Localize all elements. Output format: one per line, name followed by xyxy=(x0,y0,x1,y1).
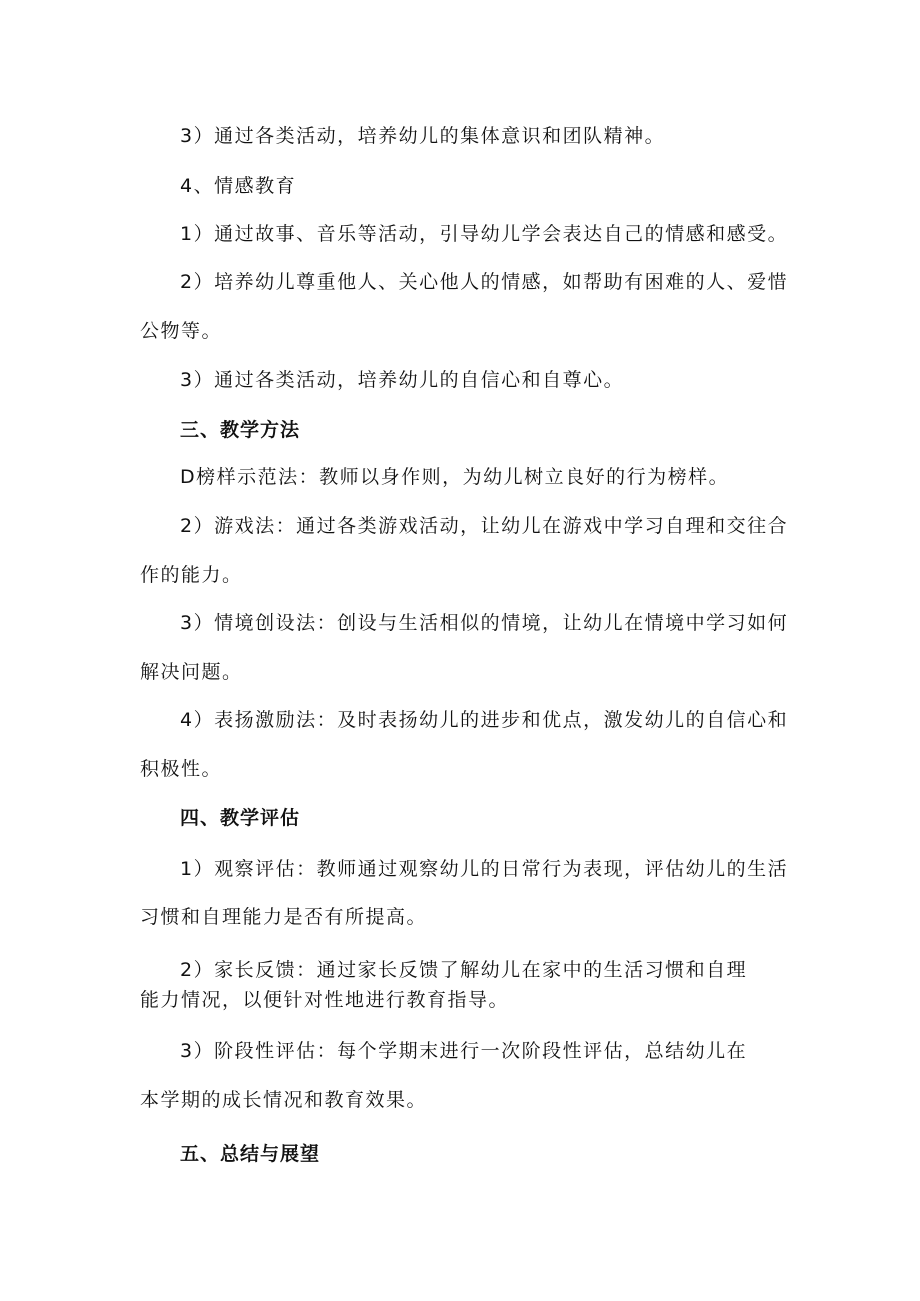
paragraph-line: 2）游戏法：通过各类游戏活动，让幼儿在游戏中学习自理和交往合 xyxy=(180,515,789,537)
paragraph-line: 2）培养幼儿尊重他人、关心他人的情感，如帮助有困难的人、爱惜 xyxy=(180,271,789,293)
paragraph-line: 解决问题。 xyxy=(140,661,243,683)
paragraph-line: 习惯和自理能力是否有所提高。 xyxy=(140,906,428,928)
section-heading: 四、教学评估 xyxy=(180,807,301,829)
paragraph-line: 积极性。 xyxy=(140,758,223,780)
paragraph-line: 作的能力。 xyxy=(140,564,243,586)
paragraph-line: 1）观察评估：教师通过观察幼儿的日常行为表现，评估幼儿的生活 xyxy=(180,858,789,880)
paragraph-line: 1）通过故事、音乐等活动，引导幼儿学会表达自己的情感和感受。 xyxy=(180,223,789,245)
subsection-heading: 4、情感教育 xyxy=(180,175,297,197)
paragraph-line: 3）通过各类活动，培养幼儿的自信心和自尊心。 xyxy=(180,369,625,391)
paragraph-line: 3）通过各类活动，培养幼儿的集体意识和团队精神。 xyxy=(180,125,666,147)
paragraph-line: D榜样示范法：教师以身作则，为幼儿树立良好的行为榜样。 xyxy=(180,466,730,488)
paragraph-line: 本学期的成长情况和教育效果。 xyxy=(140,1089,428,1111)
paragraph-line: 4）表扬激励法：及时表扬幼儿的进步和优点，激发幼儿的自信心和 xyxy=(180,709,789,731)
paragraph-line: 3）阶段性评估：每个学期末进行一次阶段性评估，总结幼儿在 xyxy=(180,1040,748,1062)
paragraph-line: 2）家长反馈：通过家长反馈了解幼儿在家中的生活习惯和自理 xyxy=(180,959,748,981)
paragraph-line: 3）情境创设法：创设与生活相似的情境，让幼儿在情境中学习如何 xyxy=(180,612,789,634)
section-heading: 三、教学方法 xyxy=(180,419,301,441)
paragraph-line: 能力情况，以便针对性地进行教育指导。 xyxy=(140,989,510,1011)
section-heading: 五、总结与展望 xyxy=(180,1143,321,1165)
paragraph-line: 公物等。 xyxy=(140,320,223,342)
